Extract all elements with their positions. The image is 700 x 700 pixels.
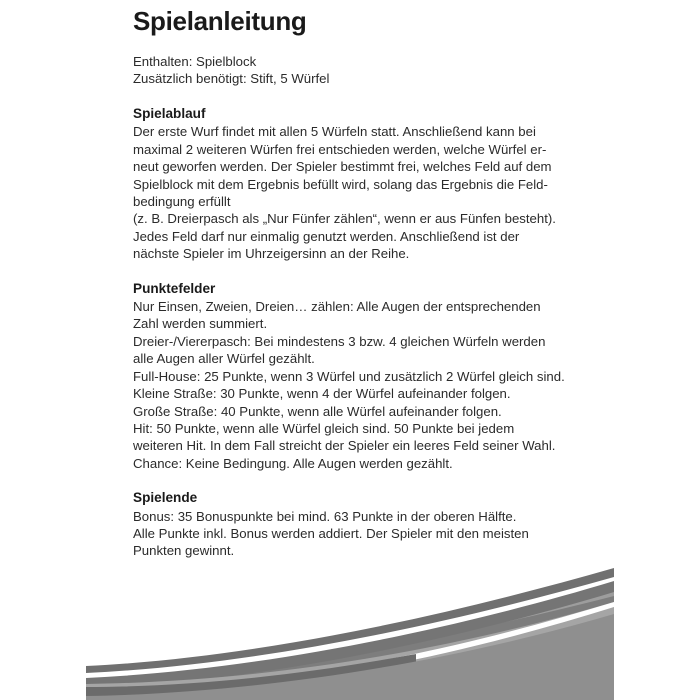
intro-block [133, 53, 603, 88]
body-line: Alle Punkte inkl. Bonus werden addiert. Der Spieler mit den meisten [133, 526, 529, 542]
page-title: Spielanleitung [133, 6, 307, 36]
intro-line: Enthalten: Spielblock [133, 54, 257, 69]
body-line: neut geworfen werden. Der Spieler bestimmt frei, welches Feld auf dem [133, 159, 552, 175]
section-spielende [133, 489, 603, 560]
body-line: Nur Einsen, Zweien, Dreien… zählen: Alle Augen der entsprechenden [133, 299, 541, 315]
body-line: Bonus: 35 Bonuspunkte bei mind. 63 Punkte in der oberen Hälfte. [133, 508, 517, 524]
section-body [133, 298, 603, 472]
section-heading: Spielablauf [133, 105, 206, 121]
body-line: Zahl werden summiert. [133, 316, 268, 332]
body-line: Jedes Feld darf nur einmalig genutzt werden. Anschließend ist der [133, 228, 520, 244]
body-line: alle Augen aller Würfel gezählt. [133, 351, 315, 367]
body-line: Der erste Wurf findet mit allen 5 Würfeln statt. Anschließend kann bei [133, 124, 536, 140]
body-line: Große Straße: 40 Punkte, wenn alle Würfel aufeinander folgen. [133, 403, 502, 419]
body-line: weiteren Hit. In dem Fall streicht der Spieler ein leeres Feld seiner Wahl. [133, 438, 556, 454]
section-heading: Punktefelder [133, 280, 216, 296]
document-content [133, 0, 603, 560]
body-line: bedingung erfüllt [133, 193, 231, 209]
body-line: Chance: Keine Bedingung. Alle Augen werden gezählt. [133, 455, 453, 471]
body-line: Dreier-/Viererpasch: Bei mindestens 3 bzw. 4 gleichen Würfeln werden [133, 333, 546, 349]
section-heading: Spielende [133, 490, 198, 506]
swoosh-svg [86, 568, 614, 700]
body-line: Hit: 50 Punkte, wenn alle Würfel gleich sind. 50 Punkte bei jedem [133, 420, 515, 436]
body-line: maximal 2 weiteren Würfen frei entschieden werden, welche Würfel er- [133, 141, 547, 157]
section-spielablauf [133, 105, 603, 263]
section-body [133, 508, 603, 560]
intro-line: Zusätzlich benötigt: Stift, 5 Würfel [133, 71, 330, 87]
section-punktefelder [133, 280, 603, 473]
body-line: (z. B. Dreierpasch als „Nur Fünfer zählen“, wenn er aus Fünfen besteht). [133, 211, 556, 227]
section-body [133, 123, 603, 262]
swoosh-graphic [86, 568, 614, 700]
body-line: Kleine Straße: 30 Punkte, wenn 4 der Würfel aufeinander folgen. [133, 386, 511, 402]
body-line: Full-House: 25 Punkte, wenn 3 Würfel und zusätzlich 2 Würfel gleich sind. [133, 368, 565, 384]
body-line: Punkten gewinnt. [133, 543, 235, 559]
body-line: Spielblock mit dem Ergebnis befüllt wird, solang das Ergebnis die Feld- [133, 176, 548, 192]
body-line: nächste Spieler im Uhrzeigersinn an der Reihe. [133, 246, 410, 262]
